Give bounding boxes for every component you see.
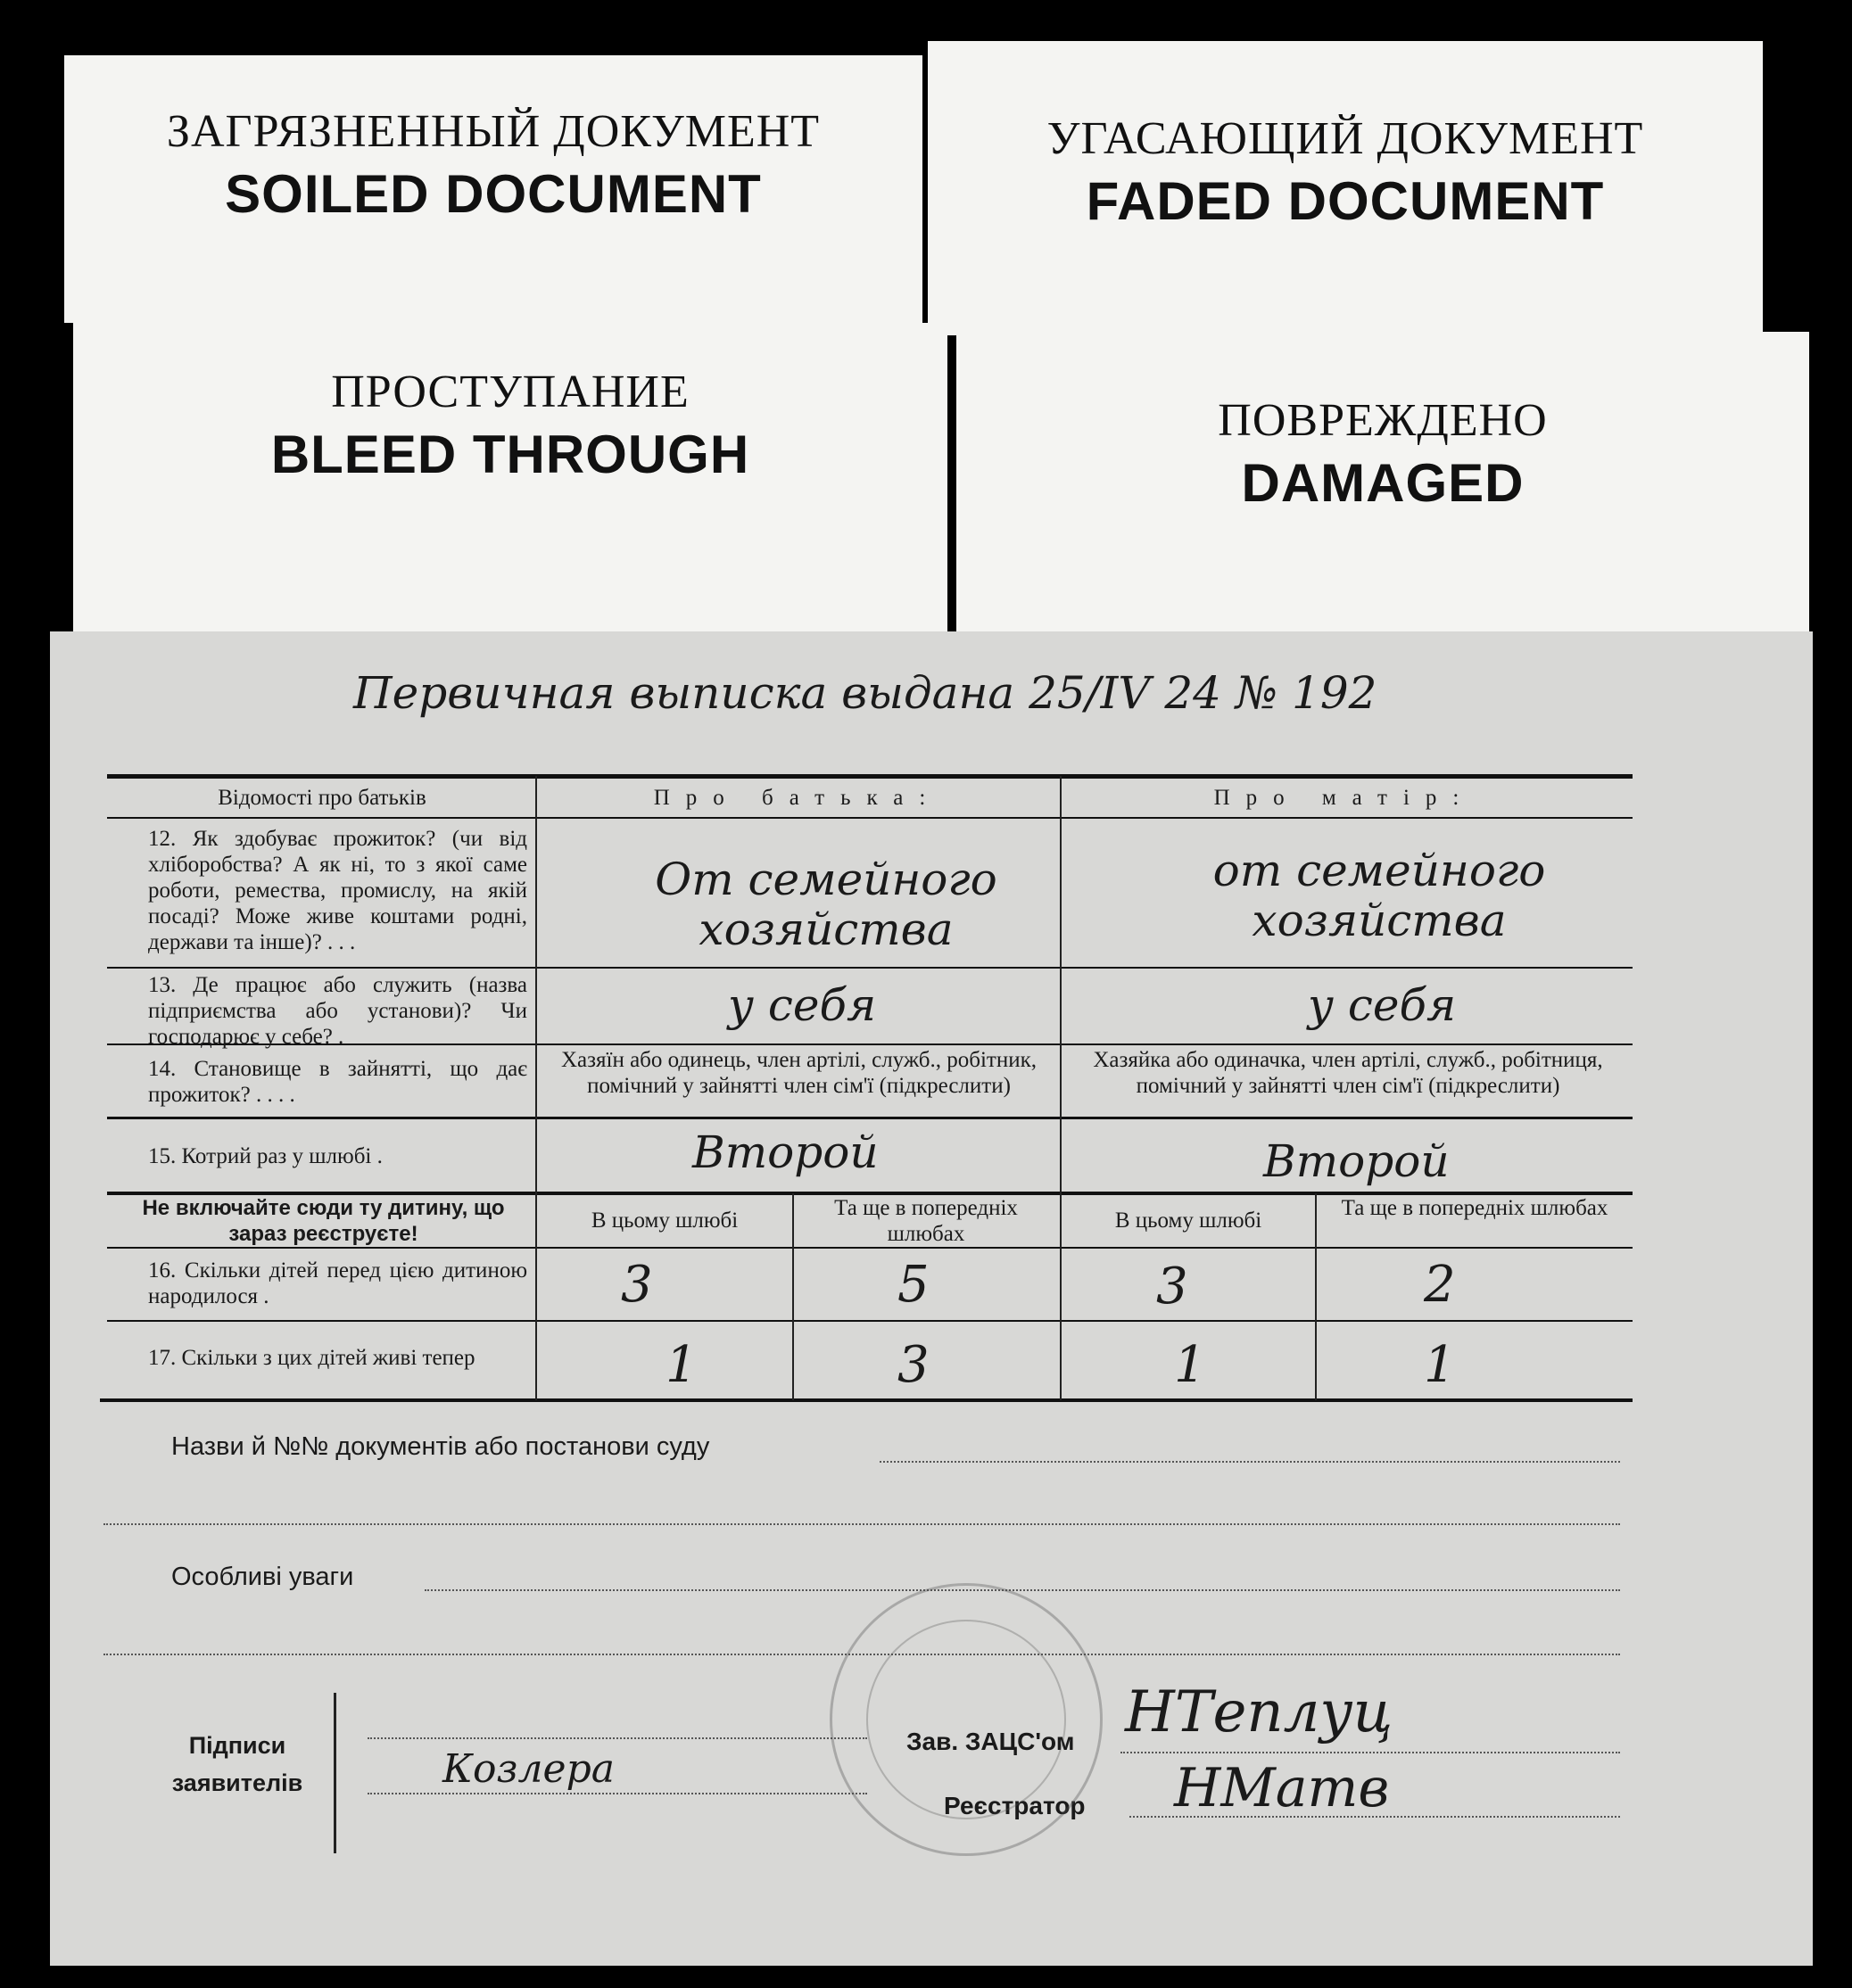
registrar-label: Реєстратор (944, 1792, 1086, 1819)
father-previous-marriages: Та ще в попередніх шлюбах (834, 1196, 1018, 1246)
row13-mother-value: у себя (1308, 979, 1457, 1031)
bleed-through-card (73, 323, 947, 644)
applicant-line-2 (368, 1793, 867, 1794)
remarks-line (425, 1589, 1620, 1591)
applicant-signature: Козлера (442, 1746, 615, 1792)
row16-label: 16. Скільки дітей перед цією дитиною народилося . (148, 1258, 527, 1308)
damaged-label-ru: ПОВРЕЖДЕНО (1218, 395, 1548, 446)
col-divider (535, 776, 537, 1400)
row16-father-prev: 5 (897, 1256, 930, 1314)
row15-father-value: Второй (692, 1126, 879, 1178)
signatures-brace (334, 1693, 354, 1853)
damaged-card (956, 332, 1809, 644)
row14-father-options: Хазяїн або одинець, член артілі, служб., робітник, помічний у зайнятті член сім'ї (підкреслити) (560, 1048, 1038, 1098)
row15-mother-value: Второй (1263, 1135, 1450, 1187)
rule (107, 1117, 1633, 1119)
row14-mother-options: Хазяйка або одиначка, член артілі, служб., робітниця, помічний у зайнятті член сім'ї (підкреслити) (1093, 1048, 1603, 1098)
col-divider (792, 1193, 794, 1400)
father-this-marriage: В цьому шлюбі (591, 1208, 739, 1233)
bleed-label-en: BLEED THROUGH (270, 425, 750, 484)
rule (107, 1247, 1633, 1249)
table-bottom-rule (100, 1398, 1633, 1402)
faded-label-en: FADED DOCUMENT (1086, 171, 1605, 231)
signatures-label: Підписи заявителів (171, 1732, 303, 1796)
soiled-label-en: SOILED DOCUMENT (225, 164, 762, 224)
rule (107, 817, 1633, 819)
row16-mother-prev: 2 (1424, 1256, 1456, 1314)
official-stamp (830, 1583, 1103, 1856)
row12-mother-value: от семейного хозяйства (1212, 845, 1546, 946)
head-signature-line (1120, 1752, 1620, 1753)
row17-father-prev: 3 (897, 1336, 930, 1394)
row13-father-value: у себя (728, 979, 877, 1031)
mother-this-marriage: В цьому шлюбі (1114, 1208, 1262, 1233)
row13-label: 13. Де працює або служить (назва підприємства або установи)? Чи господарює у себе? . (148, 973, 527, 1049)
mother-previous-marriages: Та ще в попередніх шлюбах (1341, 1196, 1608, 1220)
documents-line-2 (103, 1523, 1620, 1525)
head-label: Зав. ЗАЦС'ом (906, 1728, 1075, 1755)
bleed-label-ru: ПРОСТУПАНИЕ (331, 367, 690, 417)
faded-label-ru: УГАСАЮЩИЙ ДОКУМЕНТ (1046, 113, 1644, 164)
rule (107, 1320, 1633, 1322)
header-parents-info: Відомості про батьків (218, 786, 426, 810)
row17-father-this: 1 (666, 1336, 698, 1394)
rule (107, 967, 1633, 969)
damaged-label-en: DAMAGED (1241, 453, 1525, 513)
table-top-rule (107, 774, 1633, 779)
documents-line (880, 1461, 1620, 1463)
head-signature: НТеплуц (1125, 1679, 1393, 1745)
row16-father-this: 3 (621, 1256, 653, 1314)
col-divider (1315, 1193, 1317, 1400)
row12-father-value: От семейного хозяйства (655, 854, 997, 955)
row17-mother-prev: 1 (1424, 1336, 1456, 1394)
documents-label: Назви й №№ документів або постанови суду (171, 1432, 710, 1461)
header-mother: Про матір: (1213, 786, 1476, 810)
soiled-document-card (64, 55, 922, 323)
row17-mother-this: 1 (1174, 1336, 1206, 1394)
soiled-label-ru: ЗАГРЯЗНЕННЫЙ ДОКУМЕНТ (166, 106, 821, 157)
children-note: Не включайте сюди ту дитину, що зараз реєструєте! (142, 1196, 505, 1246)
row16-mother-this: 3 (1156, 1258, 1188, 1316)
applicant-line-1 (368, 1737, 867, 1739)
col-divider (1060, 776, 1062, 1400)
row12-label: 12. Як здобуває прожиток? (чи від хліборобства? А як ні, то з якої саме роботи, ремества, промислу, на якій посаді? Може живе коштами родні, держави та інше)? . . . (148, 827, 527, 954)
row15-label: 15. Котрий раз у шлюбі . (148, 1144, 383, 1168)
handwritten-header: Первичная выписка выдана 25/IV 24 № 192 (353, 667, 1377, 719)
row14-label: 14. Становище в зайнятті, що дає прожиток? . . . . (148, 1057, 527, 1107)
header-father: Про батька: (653, 786, 942, 810)
row17-label: 17. Скільки з цих дітей живі тепер (148, 1346, 475, 1370)
faded-document-card (928, 41, 1763, 335)
remarks-label: Особливі уваги (171, 1563, 354, 1591)
registrar-signature: НМатв (1174, 1757, 1390, 1819)
